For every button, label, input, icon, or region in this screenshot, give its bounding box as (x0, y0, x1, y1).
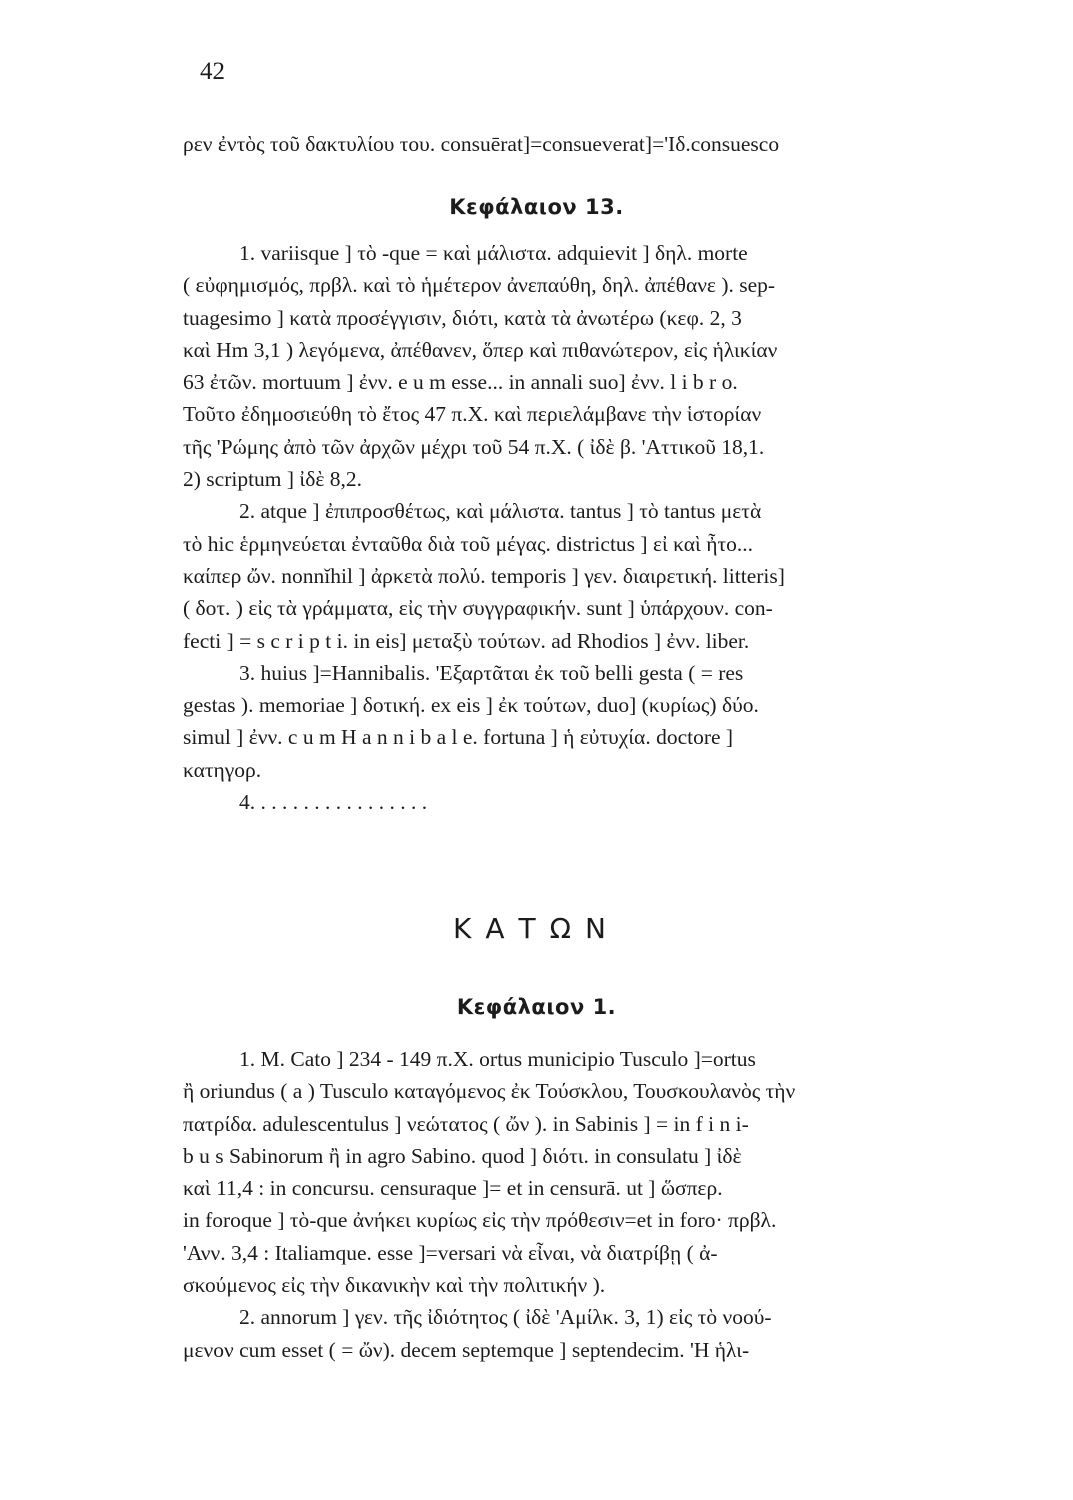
text-line: καὶ Hm 3,1 ) λεγόμενα, ἀπέθανεν, ὅπερ καὶ πιθανώτερον, εἰς ἡλικίαν (183, 337, 778, 362)
text-line: gestas ). memoriae ] δοτική. ex eis ] ἐκ τούτων, duo] (κυρίως) δύο. (183, 693, 759, 718)
text-line: ( εὐφημισμός, πρβλ. καὶ τὸ ἡμέτερον ἀνεπαύθη, δηλ. ἀπέθανε ). sep- (183, 273, 776, 298)
text-line: in foroque ] τὸ-que ἀνήκει κυρίως εἰς τὴν πρόθεσιν=et in foro· πρβλ. (183, 1208, 777, 1233)
text-line: καίπερ ὤν. nonnĭhil ] ἀρκετὰ πολύ. temporis ] γεν. διαιρετική. litteris] (183, 563, 785, 588)
section-title: ΚΑΤΩΝ (453, 912, 620, 945)
text-line: 63 ἐτῶν. mortuum ] ἐνν. e u m esse... in annali suo] ἐνν. l i b r o. (183, 370, 738, 395)
text-line: 2. annorum ] γεν. τῆς ἰδιότητος ( ἰδὲ 'Αμίλκ. 3, 1) εἰς τὸ νοού- (239, 1305, 772, 1330)
text-line: τῆς 'Ρώμης ἀπὸ τῶν ἀρχῶν μέχρι τοῦ 54 π.Χ. ( ἰδὲ β. 'Αττικοῦ 18,1. (183, 434, 765, 459)
page-number: 42 (200, 58, 225, 85)
text-line: κατηγορ. (183, 757, 262, 782)
chapter-1-heading: Κεφάλαιον 1. (456, 995, 617, 1019)
chapter-13-body (183, 237, 1041, 818)
text-line: σκούμενος εἰς τὴν δικανικὴν καὶ τὴν πολιτικήν ). (183, 1273, 606, 1298)
text-line: 2) scriptum ] ἰδὲ 8,2. (183, 467, 363, 492)
text-line: καὶ 11,4 : in concursu. censuraque ]= et in censurā. ut ] ὥσπερ. (183, 1176, 723, 1201)
text-line: ( δοτ. ) εἰς τὰ γράμματα, εἰς τὴν συγγραφικήν. sunt ] ὑπάρχουν. con- (183, 596, 773, 621)
text-line: μενον cum esset ( = ὤν). decem septemque ] septendecim. 'Η ἡλι- (183, 1337, 750, 1362)
text-line: τὸ hic ἑρμηνεύεται ἐνταῦθα διὰ τοῦ μέγας. districtus ] εἰ καὶ ἦτο... (183, 531, 753, 556)
chapter-1-body (183, 1043, 1041, 1366)
text-line: ἢ oriundus ( a ) Tusculo καταγόμενος ἐκ Τούσκλου, Τουσκουλανὸς τὴν (183, 1079, 796, 1104)
text-line: ρεν ἐντὸς τοῦ δακτυλίου του. consuērat]=consueverat]='Ιδ.consuesco (183, 132, 780, 156)
text-line: 2. atque ] ἐπιπροσθέτως, καὶ μάλιστα. tantus ] τὸ tantus μετὰ (239, 499, 762, 524)
text-line: 'Ανν. 3,4 : Italiamque. esse ]=versari νὰ εἶναι, νὰ διατρίβῃ ( ἀ- (183, 1240, 718, 1265)
chapter-13-heading: Κεφάλαιον 13. (449, 195, 624, 219)
text-line: 3. huius ]=Hannibalis. 'Εξαρτᾶται ἐκ τοῦ belli gesta ( = res (239, 660, 744, 685)
text-line: 1. M. Cato ] 234 - 149 π.Χ. ortus municipio Tusculo ]=ortus (239, 1047, 756, 1071)
text-line: Τοῦτο ἐδημοσιεύθη τὸ ἔτος 47 π.Χ. καὶ περιελάμβανε τὴν ἱστορίαν (183, 402, 762, 427)
text-line: b u s Sabinorum ἢ in agro Sabino. quod ] διότι. in consulatu ] ἰδὲ (183, 1143, 742, 1168)
top-line (183, 128, 1041, 160)
ellipsis-line: 4. . . . . . . . . . . . . . . . . (239, 790, 428, 815)
text-line: tuagesimo ] κατὰ προσέγγισιν, διότι, κατὰ τὰ ἀνωτέρω (κεφ. 2, 3 (183, 305, 742, 330)
text-line: fecti ] = s c r i p t i. in eis] μεταξὺ τούτων. ad Rhodios ] ἐνν. liber. (183, 628, 750, 653)
text-line: 1. variisque ] τὸ -que = καὶ μάλιστα. adquievit ] δηλ. morte (239, 241, 748, 265)
text-line: simul ] ἐνν. c u m H a n n i b a l e. fortuna ] ἡ εὐτυχία. doctore ] (183, 725, 734, 750)
text-line: πατρίδα. adulescentulus ] νεώτατος ( ὤν ). in Sabinis ] = in f i n i- (183, 1111, 749, 1136)
